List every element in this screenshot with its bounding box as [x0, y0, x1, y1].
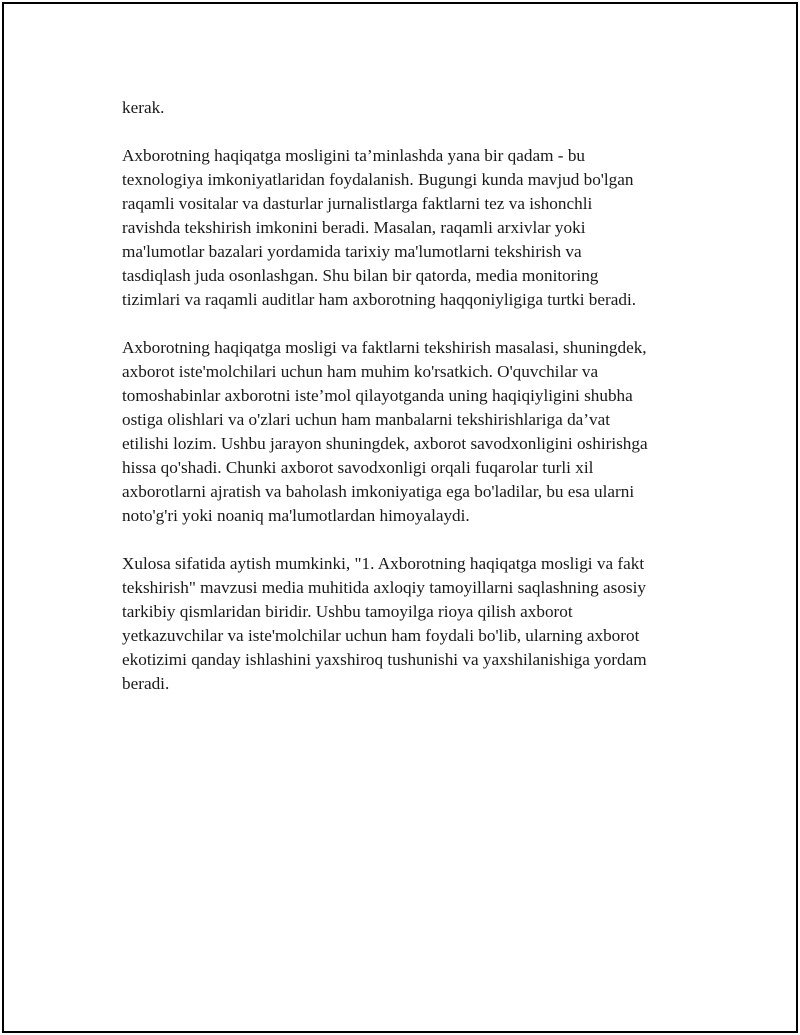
- text-line: ostiga olishlari va o'zlari uchun ham manbalarni tekshirishlariga da’vat: [122, 410, 611, 429]
- text-line: tomoshabinlar axborotni iste’mol qilayotganda uning haqiqiyligini shubha: [122, 386, 633, 405]
- text-line: Xulosa sifatida aytish mumkinki, "1. Axborotning haqiqatga mosligi va fakt: [122, 554, 645, 573]
- text-line: ekotizimi qanday ishlashini yaxshiroq tushunishi va yaxshilanishiga yordam: [122, 650, 647, 669]
- text-line: Axborotning haqiqatga mosligini ta’minlashda yana bir qadam - bu: [122, 146, 586, 165]
- text-line: Axborotning haqiqatga mosligi va faktlarni tekshirish masalasi, shuningdek,: [122, 338, 647, 357]
- page-body: [122, 96, 702, 720]
- text-line: tasdiqlash juda osonlashgan. Shu bilan bir qatorda, media monitoring: [122, 266, 599, 285]
- paragraph-4: [122, 552, 702, 696]
- paragraph-2: [122, 144, 702, 312]
- text-line: yetkazuvchilar va iste'molchilar uchun ham foydali bo'lib, ularning axborot: [122, 626, 640, 645]
- text-line: etilishi lozim. Ushbu jarayon shuningdek, axborot savodxonligini oshirishga: [122, 434, 648, 453]
- text-line: tekshirish" mavzusi media muhitida axloqiy tamoyillarni saqlashning asosiy: [122, 578, 646, 597]
- text-line: noto'g'ri yoki noaniq ma'lumotlardan himoyalaydi.: [122, 506, 470, 525]
- text-line: beradi.: [122, 674, 170, 693]
- text-line: ravishda tekshirish imkonini beradi. Masalan, raqamli arxivlar yoki: [122, 218, 586, 237]
- text-line: axborot iste'molchilari uchun ham muhim ko'rsatkich. O'quvchilar va: [122, 362, 599, 381]
- text-line: tarkibiy qismlaridan biridir. Ushbu tamoyilga rioya qilish axborot: [122, 602, 573, 621]
- text-line: ma'lumotlar bazalari yordamida tarixiy ma'lumotlarni tekshirish va: [122, 242, 582, 261]
- text-line: kerak.: [122, 98, 165, 117]
- page-frame: [2, 2, 798, 1033]
- paragraph-3: [122, 336, 702, 528]
- text-line: texnologiya imkoniyatlaridan foydalanish. Bugungi kunda mavjud bo'lgan: [122, 170, 634, 189]
- text-line: axborotlarni ajratish va baholash imkoniyatiga ega bo'ladilar, bu esa ularni: [122, 482, 635, 501]
- text-line: raqamli vositalar va dasturlar jurnalistlarga faktlarni tez va ishonchli: [122, 194, 593, 213]
- text-line: tizimlari va raqamli auditlar ham axborotning haqqoniyligiga turtki beradi.: [122, 290, 637, 309]
- paragraph-1: [122, 96, 702, 120]
- text-line: hissa qo'shadi. Chunki axborot savodxonligi orqali fuqarolar turli xil: [122, 458, 594, 477]
